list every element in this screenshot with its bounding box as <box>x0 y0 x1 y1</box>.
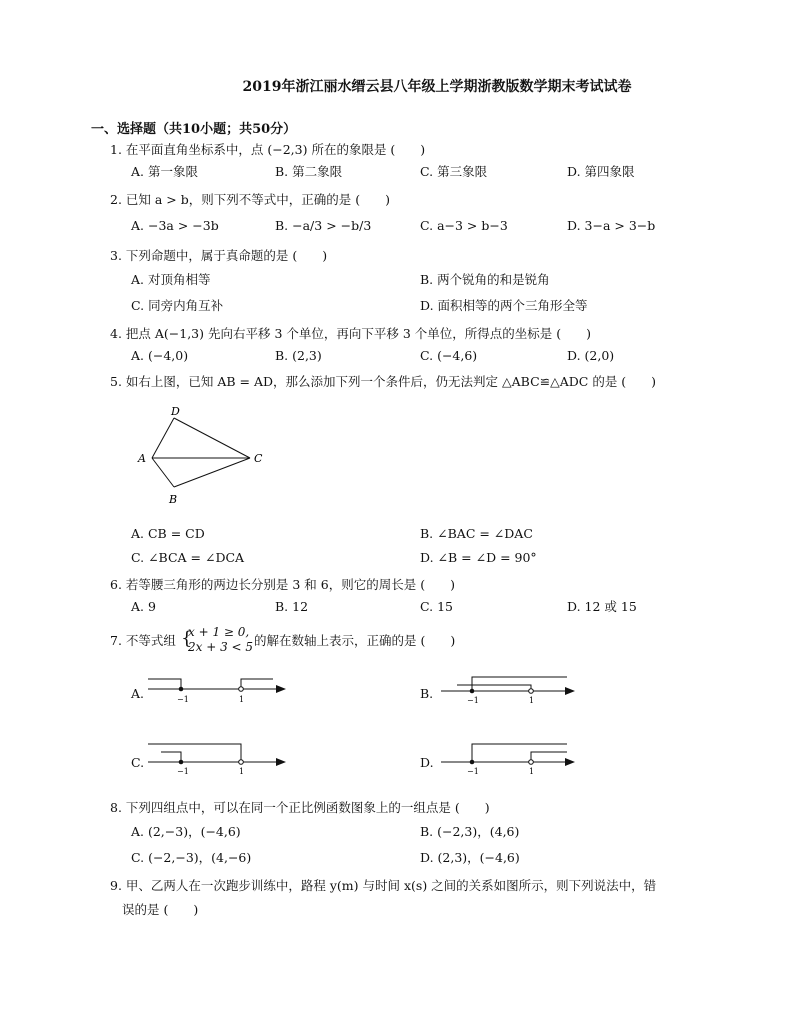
q3-option-b: B. 两个锐角的和是锐角 <box>420 272 550 287</box>
question-9-stem-line-1: 9. 甲、乙两人在一次跑步训练中，路程 y(m) 与时间 x(s) 之间的关系如图所示，则下列说法中，错 <box>110 878 657 893</box>
number-line-a <box>143 676 293 706</box>
number-line-d <box>437 740 587 774</box>
q1-option-d: D. 第四象限 <box>567 164 635 179</box>
exam-title: 2019年浙江丽水缙云县八年级上学期浙教版数学期末考试试卷 <box>242 79 632 95</box>
vertex-label-d: D <box>171 405 180 418</box>
system-line-2: 2x + 3 < 5 <box>188 640 254 654</box>
question-1-stem: 1. 在平面直角坐标系中，点 (−2,3) 所在的象限是 ( ) <box>110 142 426 157</box>
q2-option-c: C. a−3 > b−3 <box>420 218 508 233</box>
q2-option-d: D. 3−a > 3−b <box>567 218 656 233</box>
vertex-label-c: C <box>254 452 263 465</box>
question-9-stem-line-2: 误的是 ( ) <box>122 902 199 917</box>
quadrilateral-figure <box>130 402 280 512</box>
q6-option-b: B. 12 <box>275 599 309 614</box>
system-line-1: x + 1 ≥ 0, <box>188 625 250 639</box>
q4-option-c: C. (−4,6) <box>420 348 478 363</box>
number-line-b <box>437 672 587 706</box>
tick-label-neg1: −1 <box>467 767 479 774</box>
system-brace: { <box>181 628 193 649</box>
question-6-stem: 6. 若等腰三角形的两边长分别是 3 和 6，则它的周长是 ( ) <box>110 577 455 592</box>
q7-option-c-letter: C. <box>131 755 145 770</box>
q8-option-d: D. (2,3)，(−4,6) <box>420 850 520 865</box>
q2-option-b: B. −a/3 > −b/3 <box>275 218 372 233</box>
q4-option-b: B. (2,3) <box>275 348 322 363</box>
q5-option-a: A. CB = CD <box>131 526 205 541</box>
tick-label-1: 1 <box>239 767 245 774</box>
q8-option-b: B. (−2,3)，(4,6) <box>420 824 520 839</box>
question-2-stem: 2. 已知 a > b，则下列不等式中，正确的是 ( ) <box>110 192 390 207</box>
number-line-c <box>143 740 293 774</box>
q5-option-d: D. ∠B = ∠D = 90° <box>420 550 537 565</box>
tick-label-neg1: −1 <box>177 695 189 704</box>
q5-option-b: B. ∠BAC = ∠DAC <box>420 526 533 541</box>
q8-option-c: C. (−2,−3)，(4,−6) <box>131 850 252 865</box>
q7-option-d-letter: D. <box>420 755 434 770</box>
q4-option-d: D. (2,0) <box>567 348 615 363</box>
question-7-stem-suffix: 的解在数轴上表示，正确的是 ( ) <box>254 633 456 648</box>
question-7-stem-prefix: 7. 不等式组 <box>110 633 176 648</box>
q1-option-b: B. 第二象限 <box>275 164 343 179</box>
q4-option-a: A. (−4,0) <box>131 348 189 363</box>
q3-option-d: D. 面积相等的两个三角形全等 <box>420 298 588 313</box>
question-4-stem: 4. 把点 A(−1,3) 先向右平移 3 个单位，再向下平移 3 个单位，所得点的坐标是 ( ) <box>110 326 592 341</box>
question-3-stem: 3. 下列命题中，属于真命题的是 ( ) <box>110 248 328 263</box>
q6-option-a: A. 9 <box>131 599 156 614</box>
section-heading: 一、选择题（共10小题；共50分） <box>91 122 297 137</box>
q6-option-c: C. 15 <box>420 599 453 614</box>
q2-option-a: A. −3a > −3b <box>131 218 219 233</box>
q1-option-c: C. 第三象限 <box>420 164 488 179</box>
q3-option-c: C. 同旁内角互补 <box>131 298 224 313</box>
tick-label-1: 1 <box>529 767 535 774</box>
question-5-stem: 5. 如右上图，已知 AB = AD，那么添加下列一个条件后，仍无法判定 △ABC≌△ADC 的是 ( ) <box>110 374 657 389</box>
q1-option-a: A. 第一象限 <box>131 164 198 179</box>
tick-label-1: 1 <box>239 695 245 704</box>
q7-option-a-letter: A. <box>131 686 145 701</box>
vertex-label-a: A <box>138 452 146 465</box>
q7-option-b-letter: B. <box>420 686 434 701</box>
q6-option-d: D. 12 或 15 <box>567 599 637 614</box>
tick-label-1: 1 <box>529 696 535 705</box>
vertex-label-b: B <box>169 493 178 506</box>
tick-label-neg1: −1 <box>177 767 189 774</box>
question-8-stem: 8. 下列四组点中，可以在同一个正比例函数图象上的一组点是 ( ) <box>110 800 490 815</box>
q5-option-c: C. ∠BCA = ∠DCA <box>131 550 245 565</box>
q3-option-a: A. 对顶角相等 <box>131 272 211 287</box>
tick-label-neg1: −1 <box>467 696 479 705</box>
q8-option-a: A. (2,−3)，(−4,6) <box>131 824 241 839</box>
